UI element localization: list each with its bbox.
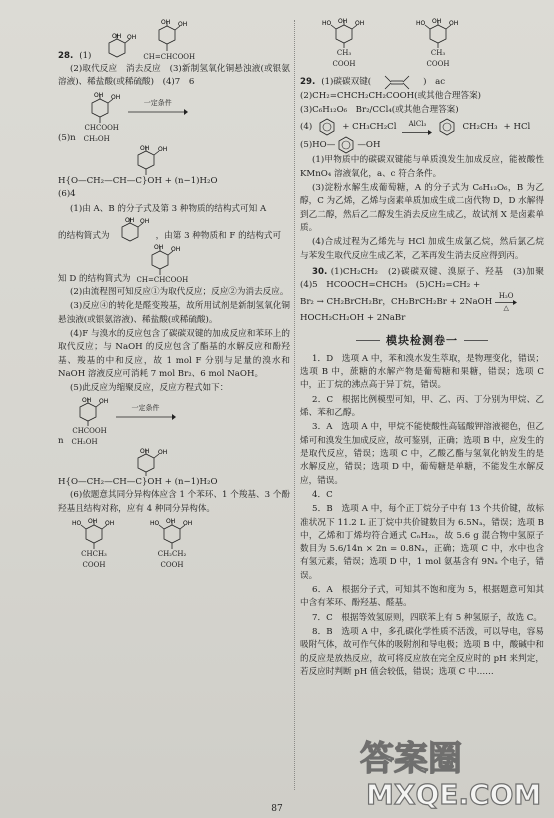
svg-text:OH: OH (88, 518, 98, 526)
q28-answer-5 (58, 91, 290, 145)
top-isomer-2-ring-icon (416, 18, 460, 48)
q29-answer-3: (3)C₆H₁₂O₆ Br₂/CCl₄(或其他合理答案) (300, 105, 459, 115)
answer-label: (1) (79, 50, 92, 61)
svg-text:OH: OH (178, 21, 188, 28)
explanation-chcooh: CHCOOH (72, 427, 107, 436)
answer-2: 2．C 根据比例模型可知，甲、乙、丙、丁分别为甲烷、乙烯、苯和乙醇。 (300, 394, 544, 419)
watermark-logo-icon (352, 730, 544, 810)
svg-text:OH: OH (154, 244, 164, 252)
svg-text:OH: OH (449, 20, 459, 27)
acid-chain: CH=CHCOOH (143, 53, 196, 61)
top-isomer-2-ch3: CH₃ (430, 49, 446, 57)
answer-text: —OH (357, 139, 381, 150)
svg-text:OH: OH (140, 448, 150, 456)
answer-7: 7．C 根据等效氢原则，四联苯上有 5 种氢原子，故选 C。 (312, 612, 542, 623)
question-number: 28. (58, 50, 74, 61)
svg-text:OH: OH (183, 520, 193, 528)
q30-equation-product: HOCH₂CH₂OH + 2NaBr (300, 313, 406, 324)
condition-top: H₂O (498, 292, 514, 301)
product: CH₂CH₃ (462, 121, 498, 132)
isomer-2-chain: CH₂CH₂ (157, 550, 187, 559)
q28-answer-1 (58, 18, 290, 63)
answer-text: (1)CH₂CH₂ (2)碳碳双键、溴原子、羟基 (3)加聚 (4)5 HCOOCH=CHCH₃ (5)CH₂=CH₂ + (300, 266, 553, 291)
page-number: 87 (271, 804, 283, 814)
svg-text:HO: HO (150, 520, 160, 528)
svg-text:OH: OH (98, 398, 108, 406)
explanation-arrow (116, 403, 176, 420)
right-column (300, 18, 553, 680)
explanation-monomer-ring-icon (70, 396, 110, 426)
condition-arrow (495, 293, 517, 312)
q29-answer-5 (300, 136, 544, 154)
reaction-arrow (128, 98, 188, 115)
q28-explanation-5-equation (58, 396, 290, 448)
monomer-ch2oh: CH₂OH (83, 135, 110, 144)
section-title-text: 模块检测卷一 (386, 333, 458, 347)
question-number: 30. (312, 266, 328, 277)
q29-explanation-1: (1)甲物质中的碳碳双键能与单质溴发生加成反应，能被酸性 KMnO₄ 溶液氧化，a、c 符合条件。 (300, 155, 544, 179)
svg-text:OH: OH (166, 518, 176, 526)
watermark-line-1: 答案圈 (360, 739, 462, 779)
isomer-2-cooh: COOH (160, 560, 184, 569)
isomer-2-ring-icon (150, 517, 194, 549)
isomer-1 (72, 517, 116, 571)
polymer-ring-icon (118, 145, 178, 175)
isomer-1-cooh: COOH (82, 560, 106, 569)
q28-answer-6: (6)4 (58, 189, 76, 200)
arrow-condition: 一定条件 (143, 99, 172, 108)
polymer-equation: H{O—CH₂—CH—C}OH + (n−1)H₂O (58, 176, 218, 187)
hydroquinone-ring-icon (337, 136, 355, 154)
svg-text:OH: OH (110, 94, 120, 102)
answer-3: 3．A 选项 A 中，甲烷不能使酸性高锰酸钾溶液褪色，但乙烯可和溴发生加成反应，故可鉴别，正确；选项 B 中，应发生的是取代反应，错误；选项 C 中，乙酸乙酯与氢氧化钠发生的是水解反应，错误；选项 D 中，葡萄糖是单糖，不能发生水解反应，错误。 (300, 422, 544, 486)
svg-text:OH: OH (432, 18, 442, 25)
answer-text: ) ac (423, 77, 446, 88)
right-arrow-icon (128, 109, 188, 115)
polymer-product (58, 145, 290, 188)
coefficient-n: n (58, 435, 64, 446)
column-divider (294, 20, 295, 790)
structure-a-icon (116, 217, 150, 243)
catechol-structure-icon (97, 33, 137, 63)
answer-text: (5)HO— (300, 139, 336, 150)
caffeic-acid-ring-icon (145, 18, 193, 52)
q28-explanation-1-row (58, 217, 290, 243)
svg-text:OH: OH (355, 20, 365, 27)
caffeic-acid-structure (143, 18, 195, 63)
q28-explanation-6: (6)依题意其同分异构体应含 1 个苯环、1 个羧基、3 个酚羟基且结构对称，应有 4 种同分异构体。 (58, 490, 291, 514)
structure-d-chain: CH=CHCOOH (136, 276, 189, 285)
explanation-monomer (70, 396, 110, 448)
catalyst-arrow (402, 119, 432, 135)
svg-text:OH: OH (158, 449, 168, 457)
q28-explanation-3: (3)反应④的转化是醛变羧基，故所用试剂是新制氢氧化铜悬浊液(或银氨溶液)、稀盐酸(或稀硫酸)。 (58, 301, 290, 325)
q28-explanation-1a: (1)由 A、B 的分子式及第 3 种物质的结构式可知 A (70, 203, 267, 214)
isomer-1-ring-icon (72, 517, 116, 549)
q29-answer-2: (2)CH₂=CHCH₂CH₂COOH(或其他合理答案) (300, 90, 482, 101)
svg-text:OH: OH (171, 246, 181, 254)
q29-explanation-4: (4)合成过程为乙烯先与 HCl 加成生成氯乙烷，然后氯乙烷与苯发生取代反应生成乙苯，乙苯再发生消去反应得到丙。 (300, 237, 544, 261)
explanation-ch2oh: CH₂OH (71, 438, 98, 447)
q28-answer-2-3-4: (2)取代反应 消去反应 (3)新制氢氧化铜悬浊液(或银氨溶液)、稀盐酸(或稀硫酸) (4)7 6 (58, 63, 290, 88)
explanation-text: 的结构简式为 (58, 230, 110, 241)
q29-answer-1 (300, 74, 544, 90)
top-isomer-1-ring-icon (322, 18, 366, 48)
top-isomer-1 (322, 18, 366, 70)
arrow-condition: 一定条件 (131, 404, 160, 413)
explanation-polymer-ring-icon (118, 448, 178, 476)
byproduct: + HCl (503, 121, 531, 132)
explanation-polymer (58, 448, 290, 489)
equation-text: Br₂ → CH₂BrCH₂Br，CH₂BrCH₂Br + 2NaOH (300, 297, 493, 308)
explanation-text: ，由第 3 种物质和 F 的结构式可 (155, 230, 282, 241)
q28-isomers (72, 517, 290, 571)
q28-explanation-2: (2)由流程图可知反应①为取代反应；反应②为消去反应。 (70, 286, 289, 297)
q28-explanation-4: (4)F 与溴水的反应包含了碳碳双键的加成反应和苯环上的取代反应；与 NaOH 的反应包含了酯基的水解反应和酚羟基、羧基的中和反应，故 1 mol F 分别与足量的溴水和 NaOH 溶液反应可消耗 7 mol Br₂、6 mol NaOH。 (58, 328, 290, 379)
answer-8: 8．B 选项 A 中，多孔碳化学性质不活泼，可以导电，容易吸附气体，故可作气体的吸附剂和导电极；选项 B 中，酸碱中和的反应是放热反应，故可将反应放在完全反应时的 pH 来判定，若反应时判断 pH 值会较低，错误；选项 C 中…… (300, 627, 544, 677)
answer-5: 5．B 选项 A 中，每个正丁烷分子中有 13 个共价键，故标准状况下 11.2 L 正丁烷中共价键数目为 6.5Nₐ，错误；选项 B 中，乙烯和丁烯均符合通式 CₙH₂ₙ，故 5.6 g 混合物中氢原子数目为 5.6/14n × 2n = 0.8Nₐ，正确；选项 C 中，水中也含有氢元素，错误；选项 D 中，1 mol 氨基含有 9Nₐ 个电子，错误。 (300, 504, 544, 581)
svg-text:OH: OH (124, 217, 134, 225)
benzene-ring-icon (318, 118, 336, 136)
q28-explanation-1d-row (58, 243, 290, 286)
answer-4: 4．C (312, 489, 333, 500)
q30-equation (300, 293, 544, 312)
title-rule-left (356, 340, 380, 341)
svg-text:OH: OH (127, 33, 137, 41)
svg-text:OH: OH (93, 92, 103, 100)
watermark-line-2: MXQE.COM (366, 778, 542, 810)
q29-answer-4 (300, 118, 544, 136)
top-isomer-1-ch3: CH₃ (336, 49, 352, 57)
svg-text:OH: OH (139, 218, 149, 226)
monomer-chcooh: CHCOOH (84, 124, 119, 133)
isomer-1-chain: CHCH₃ (81, 550, 107, 559)
svg-text:HO: HO (322, 20, 332, 27)
condition-bottom: △ (503, 304, 509, 313)
monomer-ring-icon (82, 91, 122, 123)
reagent: + CH₃CH₂Cl (342, 121, 397, 132)
svg-text:OH: OH (112, 32, 122, 40)
svg-text:OH: OH (161, 19, 171, 26)
svg-text:OH: OH (105, 520, 115, 528)
answer-label: (5)n (58, 132, 76, 143)
left-column (58, 18, 290, 571)
right-arrow-icon (402, 130, 432, 135)
svg-text:HO: HO (72, 520, 82, 528)
title-rule-right (464, 340, 488, 341)
section-title (300, 332, 544, 349)
svg-text:OH: OH (81, 397, 91, 405)
explanation-polymer-equation: H{O—CH₂—CH—C}OH + (n−1)H₂O (58, 477, 218, 488)
answer-6: 6．A 根据分子式，可知其不饱和度为 5，根据题意可知其中含有苯环、酚羟基、醛基。 (300, 585, 544, 609)
structure-d (137, 243, 189, 286)
q28-explanation-5: (5)此反应为缩聚反应，反应方程式如下： (70, 383, 229, 394)
double-bond-structure-icon (377, 74, 417, 90)
top-isomer-1-cooh: COOH (332, 59, 356, 68)
svg-text:OH: OH (140, 145, 150, 153)
catalyst: AlCl₃ (408, 120, 427, 129)
q30-answer (300, 266, 553, 293)
top-isomers (322, 18, 544, 70)
isomer-2 (150, 517, 194, 571)
monomer-structure (82, 91, 122, 145)
svg-text:HO: HO (416, 20, 426, 27)
question-number: 29. (300, 77, 316, 88)
svg-text:OH: OH (338, 18, 348, 25)
answer-text: (1)碳碳双键( (321, 77, 372, 88)
q29-explanation-3: (3)淀粉水解生成葡萄糖，A 的分子式为 C₆H₁₂O₆，B 为乙醇，C 为乙烯，乙烯与卤素单质加成生成二卤代物 D，D 水解得到乙二醇，然后乙二醇发生消去反应生成乙，故试剂 X 是卤素单质。 (300, 182, 544, 233)
right-arrow-icon (116, 414, 176, 420)
svg-text:OH: OH (158, 146, 168, 154)
answer-1: 1．D 选项 A 中，苯和溴水发生萃取，是物理变化，错误；选项 B 中，蔗糖的水解产物是葡萄糖和果糖，错误；选项 C 中，正丁烷的沸点高于异丁烷，错误。 (300, 353, 544, 391)
structure-d-ring-icon (140, 243, 184, 275)
top-isomer-2-cooh: COOH (426, 59, 450, 68)
explanation-text: 知 D 的结构简式为 (58, 273, 131, 284)
top-isomer-2 (416, 18, 460, 70)
benzene-ring-product-icon (438, 118, 456, 136)
answer-label: (4) (300, 121, 313, 132)
